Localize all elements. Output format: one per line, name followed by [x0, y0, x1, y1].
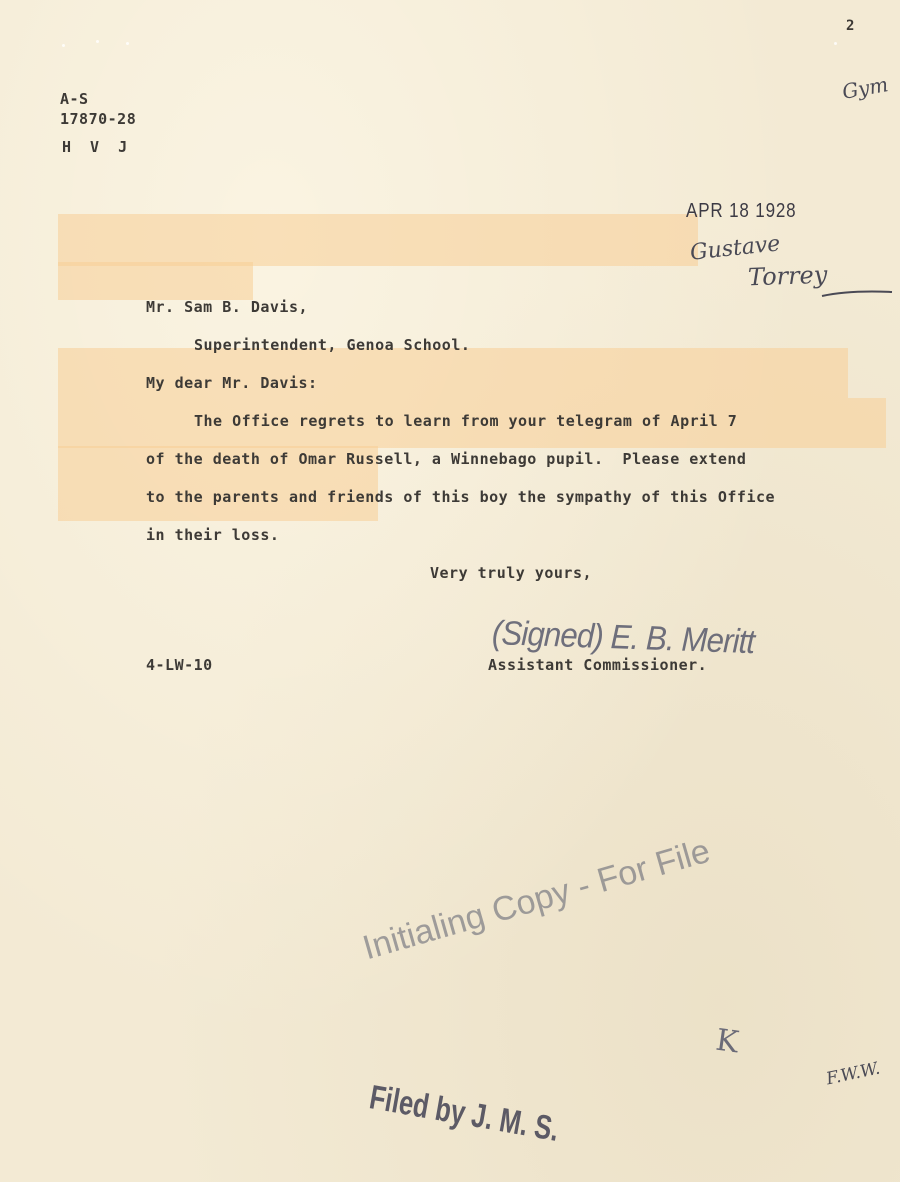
paper-speck [126, 42, 129, 45]
body-line: in their loss. [146, 526, 280, 544]
signer-title: Assistant Commissioner. [488, 656, 708, 674]
addressee-name: Mr. Sam B. Davis, [146, 298, 309, 316]
document-code: 4-LW-10 [146, 656, 213, 674]
handwritten-signature: Torrey [747, 260, 828, 292]
body-line: of the death of Omar Russell, a Winnebago pupil. Please extend [146, 450, 747, 468]
handwritten-initials: Gym [840, 72, 890, 104]
signature-underline [820, 286, 894, 300]
body-line: The Office regrets to learn from your telegram of April 7 [194, 412, 738, 430]
handwritten-signature: Gustave [688, 231, 782, 266]
tape-stain [58, 214, 698, 266]
file-ref-number: 17870-28 [60, 110, 137, 128]
paper-speck [834, 42, 837, 45]
handwritten-initials: F.W.W. [824, 1058, 882, 1090]
closing: Very truly yours, [430, 564, 593, 582]
body-line: to the parents and friends of this boy the sympathy of this Office [146, 488, 776, 506]
addressee-title: Superintendent, Genoa School. [194, 336, 471, 354]
page-number: 2 [846, 18, 855, 34]
date-stamp: APR 18 1928 [686, 200, 797, 222]
paper-speck [96, 40, 99, 43]
tape-stain [58, 262, 253, 300]
initialing-copy-stamp: Initialing Copy - For File [358, 831, 715, 968]
salutation: My dear Mr. Davis: [146, 374, 318, 392]
file-ref-initials: H V J [62, 138, 133, 156]
paper-speck [62, 44, 65, 47]
signature-stamp: (Signed) E. B. Meritt [491, 614, 755, 662]
file-ref-division: A-S [60, 90, 89, 108]
filed-by-stamp: Filed by J. M. S. [366, 1078, 562, 1149]
handwritten-mark: K [713, 1022, 741, 1061]
